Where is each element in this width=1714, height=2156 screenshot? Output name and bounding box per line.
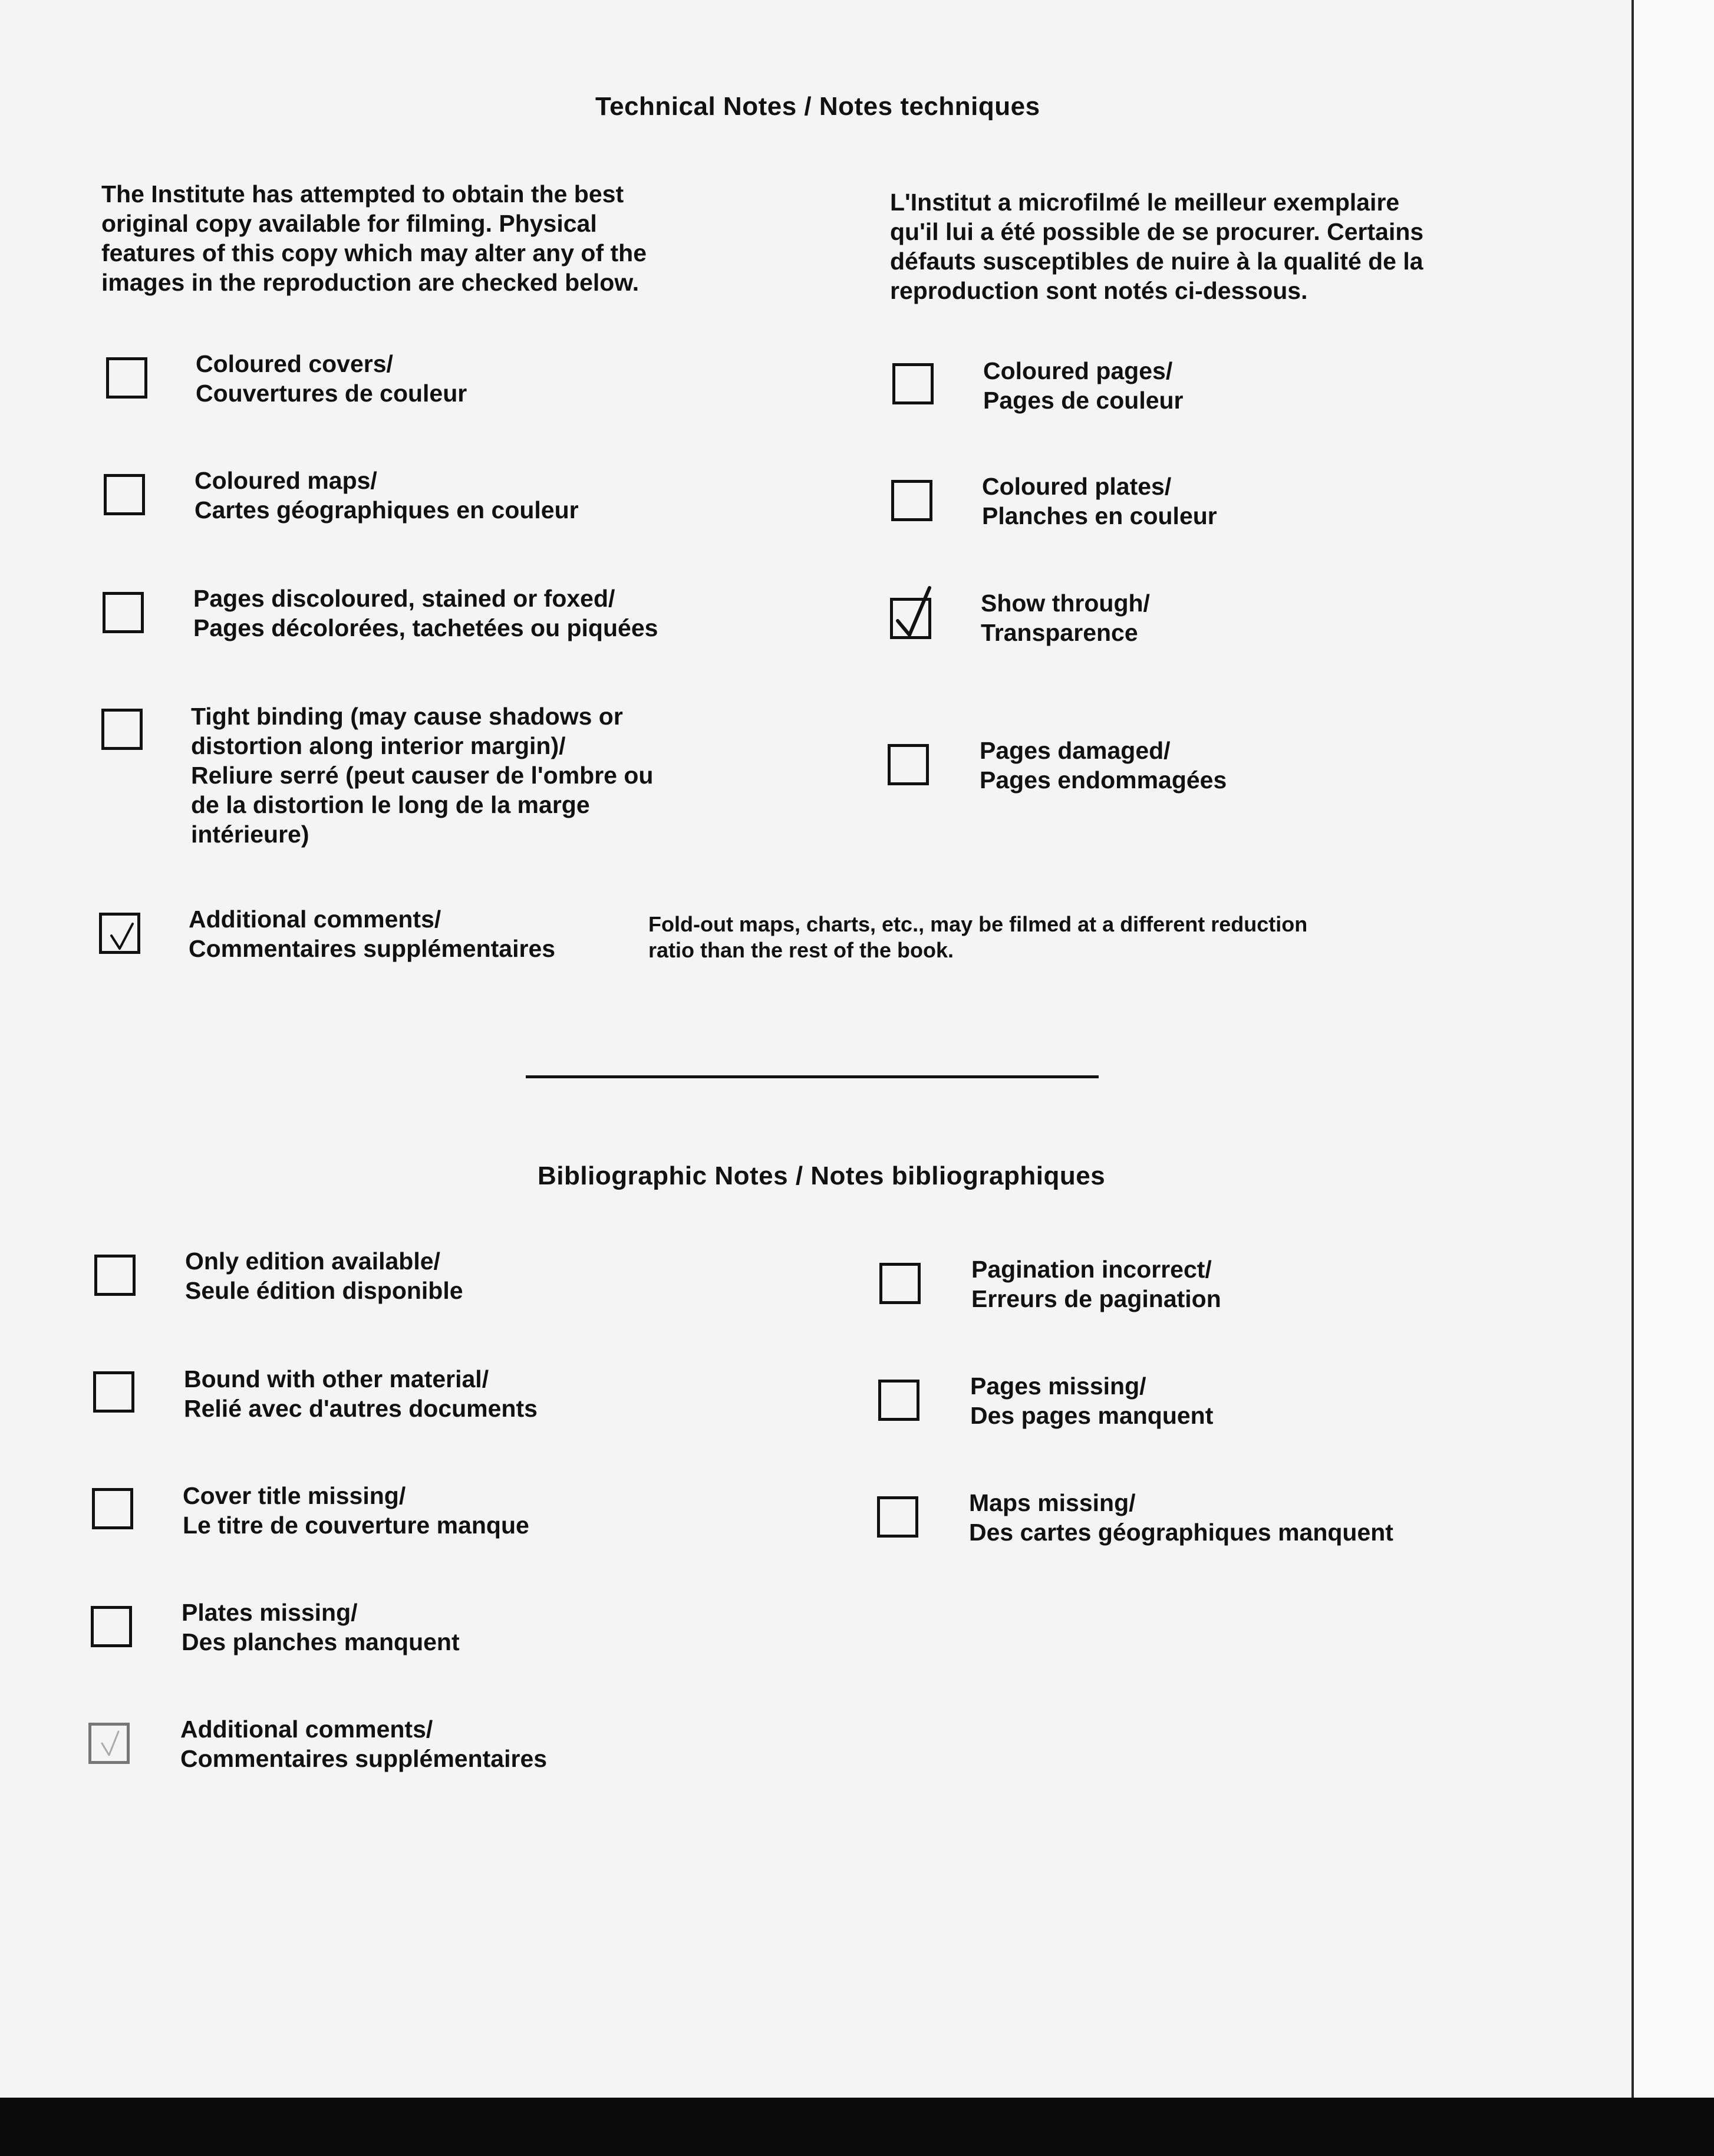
checkmark-icon: [893, 601, 934, 642]
checkbox-coloured-pages[interactable]: [892, 363, 934, 404]
right-margin: [1634, 0, 1714, 2111]
label-coloured-plates: Coloured plates/ Planches en couleur: [982, 473, 1217, 529]
label-bound-with-other: Bound with other material/ Relié avec d'autres documents: [184, 1365, 538, 1422]
checkbox-pages-discoloured[interactable]: [103, 592, 144, 633]
checkbox-cover-title-missing[interactable]: [92, 1488, 133, 1529]
label-cover-title-missing: Cover title missing/ Le titre de couverture manque: [183, 1482, 529, 1539]
checkbox-only-edition[interactable]: [94, 1255, 136, 1296]
bottom-scan-border: [0, 2098, 1714, 2156]
label-show-through: Show through/ Transparence: [981, 590, 1150, 646]
label-coloured-pages: Coloured pages/ Pages de couleur: [983, 357, 1184, 414]
checkbox-pages-damaged[interactable]: [888, 744, 929, 785]
checkbox-coloured-covers[interactable]: [106, 357, 147, 399]
checkbox-coloured-maps[interactable]: [104, 474, 145, 515]
label-tight-binding: Tight binding (may cause shadows or distortion along interior margin)/ Reliure serré (peut causer de l'ombre ou de la distortion le long de la marge intérieure): [191, 703, 654, 848]
section-divider: [526, 1075, 1099, 1078]
technical-comment-text: Fold-out maps, charts, etc., may be filmed at a different reduction ratio than the rest of the book.: [648, 912, 1308, 962]
technical-notes-title: Technical Notes / Notes techniques: [595, 92, 1040, 121]
label-pagination-incorrect: Pagination incorrect/ Erreurs de pagination: [971, 1256, 1221, 1312]
label-pages-damaged: Pages damaged/ Pages endommagées: [980, 737, 1227, 794]
label-additional-comments-bibliographic: Additional comments/ Commentaires supplémentaires: [180, 1716, 548, 1772]
checkmark-icon: [102, 916, 143, 957]
checkbox-bound-with-other[interactable]: [93, 1371, 134, 1413]
label-plates-missing: Plates missing/ Des planches manquent: [182, 1599, 460, 1655]
label-coloured-covers: Coloured covers/ Couvertures de couleur: [196, 350, 467, 407]
checkbox-maps-missing[interactable]: [877, 1496, 918, 1538]
faint-checkmark-icon: [91, 1726, 133, 1767]
checkbox-additional-comments-bibliographic[interactable]: [88, 1723, 130, 1764]
label-additional-comments-technical: Additional comments/ Commentaires supplémentaires: [189, 906, 556, 962]
right-margin-rule: [1631, 0, 1634, 2111]
checkbox-show-through[interactable]: [890, 598, 931, 639]
label-pages-discoloured: Pages discoloured, stained or foxed/ Pages décolorées, tachetées ou piquées: [193, 585, 658, 641]
label-pages-missing: Pages missing/ Des pages manquent: [970, 1372, 1214, 1429]
checkbox-coloured-plates[interactable]: [891, 480, 932, 521]
checkbox-pages-missing[interactable]: [878, 1380, 919, 1421]
technical-intro-english: The Institute has attempted to obtain the best original copy available for filming. Physical features of this copy which may alter any of the images in the reproduction are checked below.: [101, 180, 647, 296]
technical-intro-french: L'Institut a microfilmé le meilleur exemplaire qu'il lui a été possible de se procurer. Certains défauts susceptibles de nuire à la qualité de la reproduction sont notés ci-dessous.: [890, 189, 1424, 304]
label-maps-missing: Maps missing/ Des cartes géographiques manquent: [969, 1489, 1393, 1546]
checkbox-additional-comments-technical[interactable]: [99, 913, 140, 954]
label-coloured-maps: Coloured maps/ Cartes géographiques en couleur: [195, 467, 579, 524]
checkbox-tight-binding[interactable]: [101, 709, 143, 750]
checkbox-plates-missing[interactable]: [91, 1606, 132, 1647]
checkbox-pagination-incorrect[interactable]: [879, 1263, 921, 1304]
label-only-edition: Only edition available/ Seule édition disponible: [185, 1247, 463, 1304]
bibliographic-notes-title: Bibliographic Notes / Notes bibliographiques: [538, 1161, 1106, 1190]
